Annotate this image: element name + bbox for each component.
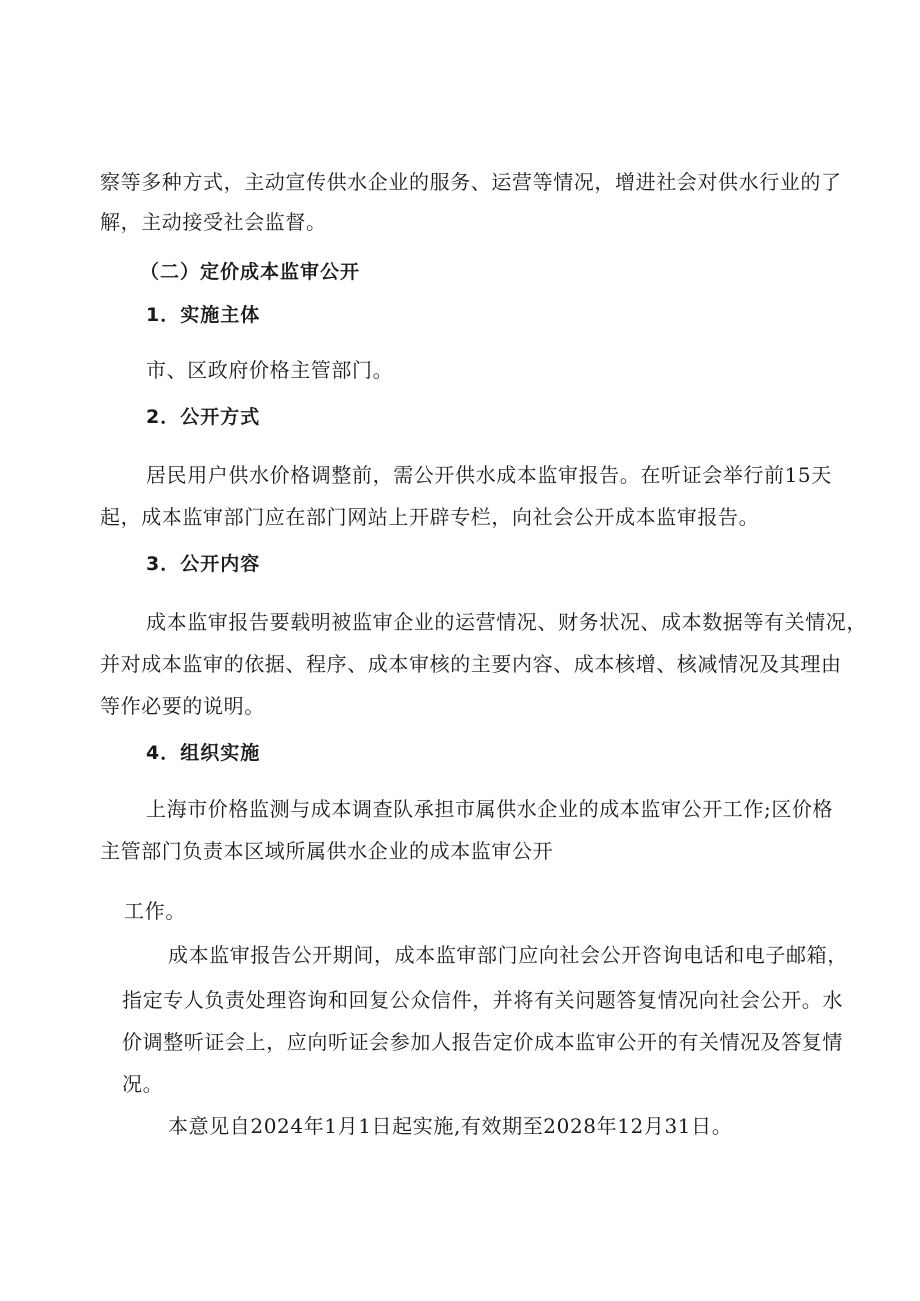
subsection-heading: 2．公开方式 xyxy=(146,406,261,428)
paragraph-line: 上海市价格监测与成本调查队承担市属供水企业的成本监审公开工作;区价格 xyxy=(146,797,834,821)
paragraph-line: 成本监审报告要载明被监审企业的运营情况、财务状况、成本数据等有关情况， xyxy=(146,610,867,634)
paragraph-line: 察等多种方式，主动宣传供水企业的服务、运营等情况，增进社会对供水行业的了 xyxy=(100,170,842,194)
paragraph-line: 况。 xyxy=(122,1072,164,1096)
subsection-heading: 1．实施主体 xyxy=(146,304,261,326)
paragraph-line: 主管部门负责本区域所属供水企业的成本监审公开 xyxy=(100,839,554,863)
subsection-heading: 3．公开内容 xyxy=(146,553,261,575)
paragraph-line: 工作。 xyxy=(124,899,186,923)
paragraph-line: 成本监审报告公开期间，成本监审部门应向社会公开咨询电话和电子邮箱， xyxy=(168,943,848,967)
paragraph-line: 居民用户供水价格调整前，需公开供水成本监审报告。在听证会举行前15天 xyxy=(146,463,832,487)
paragraph-line: 并对成本监审的依据、程序、成本审核的主要内容、成本核增、核减情况及其理由 xyxy=(100,652,842,676)
section-heading: （二）定价成本监审公开 xyxy=(140,261,361,283)
paragraph-line: 价调整听证会上，应向听证会参加人报告定价成本监审公开的有关情况及答复情 xyxy=(122,1030,843,1054)
paragraph-line: 市、区政府价格主管部门。 xyxy=(146,358,394,382)
paragraph-line: 指定专人负责处理咨询和回复公众信件，并将有关问题答复情况向社会公开。水 xyxy=(122,988,843,1012)
paragraph-line: 等作必要的说明。 xyxy=(100,694,265,718)
paragraph-line: 本意见自2024年1月1日起实施,有效期至2028年12月31日。 xyxy=(168,1114,733,1138)
paragraph-line: 解，主动接受社会监督。 xyxy=(100,210,327,234)
subsection-heading: 4．组织实施 xyxy=(146,742,261,764)
paragraph-line: 起，成本监审部门应在部门网站上开辟专栏，向社会公开成本监审报告。 xyxy=(100,505,760,529)
